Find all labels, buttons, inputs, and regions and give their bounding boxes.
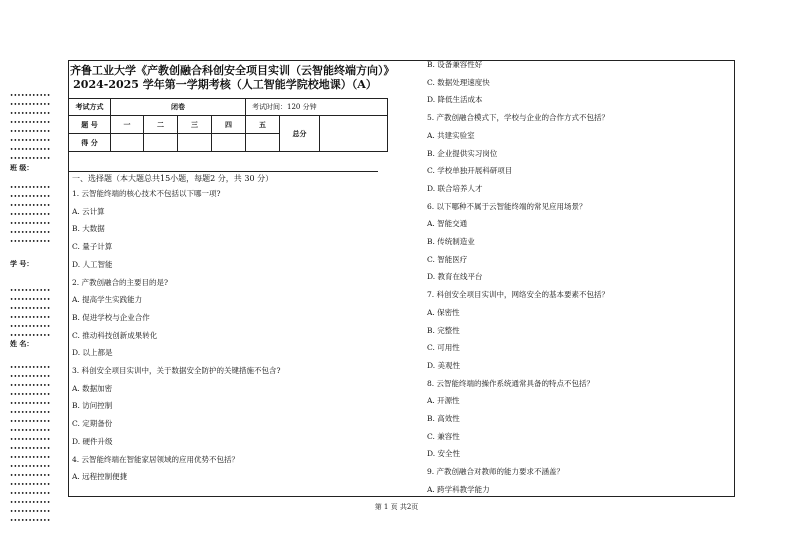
- binding-dots: •••••••••••: [10, 297, 51, 303]
- binding-dots: •••••••••••: [10, 365, 51, 371]
- binding-dots: •••••••••••: [10, 437, 51, 443]
- binding-dots: •••••••••••: [10, 129, 51, 135]
- answer-option: C. 可用性: [427, 343, 460, 353]
- question-text: 3. 科创安全项目实训中，关于数据安全防护的关键措施不包含?: [72, 366, 281, 375]
- binding-dots: •••••••••••: [10, 156, 51, 162]
- answer-option: B. 访问控制: [72, 401, 113, 411]
- binding-dots: •••••••••••: [10, 185, 51, 191]
- binding-dots: •••••••••••: [10, 410, 51, 416]
- exam-time: 考试时间：120 分钟: [246, 99, 388, 116]
- answer-option: D. 美观性: [427, 360, 461, 370]
- question-text: 8. 云智能终端的操作系统通常具备的特点不包括？: [427, 378, 595, 388]
- answer-option: D. 降低生活成本: [427, 95, 483, 105]
- binding-dots: •••••••••••: [10, 306, 51, 312]
- col-header: 三: [178, 116, 212, 134]
- binding-dots: •••••••••••: [10, 221, 51, 227]
- answer-option: A. 跨学科教学能力: [427, 484, 490, 494]
- answer-option: A. 共建实验室: [427, 130, 475, 140]
- score-cell[interactable]: [111, 134, 144, 152]
- score-cell[interactable]: [212, 134, 246, 152]
- answer-option: C. 智能医疗: [427, 254, 468, 264]
- student-id-label: 学 号：: [10, 259, 34, 268]
- answer-option: A. 保密性: [427, 307, 460, 317]
- question-text: 9. 产教创融合对教师的能力要求不涵盖？: [427, 467, 565, 477]
- exam-title: 齐鲁工业大学《产教创融合科创安全项目实训（云智能终端方向）》: [70, 64, 395, 77]
- binding-dots: •••••••••••: [10, 455, 51, 461]
- answer-option: D. 安全性: [427, 449, 461, 459]
- question-text: 1. 云智能终端的核心技术不包括以下哪一项?: [72, 189, 221, 198]
- answer-option: A. 提高学生实践能力: [72, 295, 143, 305]
- binding-dots: •••••••••••: [10, 288, 51, 294]
- answer-option: D. 联合培养人才: [427, 183, 483, 193]
- answer-option: C. 定期备份: [72, 419, 113, 429]
- question-text: 4. 云智能终端在智能家居领域的应用优势不包括？: [72, 454, 240, 464]
- question-text: 2. 产教创融合的主要目的是?: [72, 277, 169, 287]
- binding-dots: •••••••••••: [10, 239, 51, 245]
- binding-dots: •••••••••••: [10, 509, 51, 515]
- answer-option: C. 量子计算: [72, 242, 113, 252]
- answer-option: B. 传统制造业: [427, 237, 475, 246]
- exam-mode-value: 闭卷: [111, 99, 246, 116]
- answer-option: B. 完整性: [427, 325, 460, 335]
- class-label: 班 级：: [10, 163, 34, 172]
- answer-option: A. 云计算: [72, 206, 105, 216]
- answer-option: A. 智能交通: [427, 219, 468, 229]
- binding-dots: •••••••••••: [10, 111, 51, 117]
- page-footer: 第 1 页 共2页: [374, 503, 419, 511]
- answer-option: B. 设备兼容性好: [427, 60, 483, 69]
- binding-dots: •••••••••••: [10, 102, 51, 108]
- binding-dots: •••••••••••: [10, 419, 51, 425]
- answer-option: B. 促进学校与企业合作: [72, 312, 150, 322]
- score-cell[interactable]: [144, 134, 178, 152]
- answer-option: C. 数据处理速度快: [427, 77, 490, 87]
- binding-dots: •••••••••••: [10, 473, 51, 479]
- binding-dots: •••••••••••: [10, 212, 51, 218]
- answer-option: A. 数据加密: [72, 383, 113, 393]
- answer-option: A. 开源性: [427, 396, 460, 406]
- question-no-label: 题 号: [69, 116, 111, 134]
- binding-dots: •••••••••••: [10, 392, 51, 398]
- score-cell[interactable]: [178, 134, 212, 152]
- answer-option: D. 教育在线平台: [427, 272, 483, 282]
- binding-dots: •••••••••••: [10, 203, 51, 209]
- answer-option: A. 远程控制便捷: [72, 472, 128, 482]
- binding-dots: •••••••••••: [10, 138, 51, 144]
- divider: [68, 171, 378, 172]
- answer-option: D. 人工智能: [72, 259, 113, 269]
- question-text: 6. 以下哪种不属于云智能终端的常见应用场景？: [427, 201, 587, 211]
- binding-dots: •••••••••••: [10, 374, 51, 380]
- binding-dots: •••••••••••: [10, 315, 51, 321]
- answer-option: C. 推动科技创新成果转化: [72, 330, 158, 340]
- col-header: 五: [246, 116, 280, 134]
- score-table: [68, 98, 388, 152]
- binding-dots: •••••••••••: [10, 446, 51, 452]
- binding-dots: •••••••••••: [10, 482, 51, 488]
- answer-option: D. 硬件升级: [72, 436, 113, 446]
- binding-dots: •••••••••••: [10, 194, 51, 200]
- answer-option: B. 企业提供实习岗位: [427, 148, 498, 158]
- section-heading: 一、选择题（本大题总共15小题，每题2 分，共 30 分）: [72, 174, 274, 183]
- binding-dots: •••••••••••: [10, 333, 51, 339]
- question-text: 5. 产教创融合模式下，学校与企业的合作方式不包括？: [427, 113, 610, 123]
- binding-dots: •••••••••••: [10, 500, 51, 506]
- binding-dots: •••••••••••: [10, 324, 51, 330]
- exam-mode-label: 考试方式: [69, 99, 111, 116]
- binding-dots: •••••••••••: [10, 491, 51, 497]
- binding-dots: •••••••••••: [10, 93, 51, 99]
- answer-option: B. 大数据: [72, 224, 105, 234]
- binding-dots: •••••••••••: [10, 464, 51, 470]
- total-label: 总分: [280, 116, 320, 152]
- binding-dots: •••••••••••: [10, 428, 51, 434]
- binding-dots: •••••••••••: [10, 120, 51, 126]
- answer-option: B. 高效性: [427, 414, 460, 423]
- col-header: 二: [144, 116, 178, 134]
- score-label: 得 分: [69, 134, 111, 152]
- name-label: 姓 名：: [10, 339, 34, 348]
- answer-option: C. 兼容性: [427, 431, 460, 441]
- binding-dots: •••••••••••: [10, 383, 51, 389]
- col-header: 一: [111, 116, 144, 134]
- score-cell[interactable]: [246, 134, 280, 152]
- binding-dots: •••••••••••: [10, 518, 51, 524]
- binding-dots: •••••••••••: [10, 401, 51, 407]
- answer-option: D. 以上都是: [72, 348, 113, 358]
- col-header: 四: [212, 116, 246, 134]
- total-score-cell[interactable]: [320, 116, 388, 152]
- exam-subtitle: 2024-2025 学年第一学期考核（人工智能学院校地课）（A）: [73, 78, 377, 91]
- binding-dots: •••••••••••: [10, 230, 51, 236]
- question-text: 7. 科创安全项目实训中，网络安全的基本要素不包括？: [427, 290, 610, 300]
- binding-dots: •••••••••••: [10, 147, 51, 153]
- answer-option: C. 学校单独开展科研项目: [427, 166, 513, 176]
